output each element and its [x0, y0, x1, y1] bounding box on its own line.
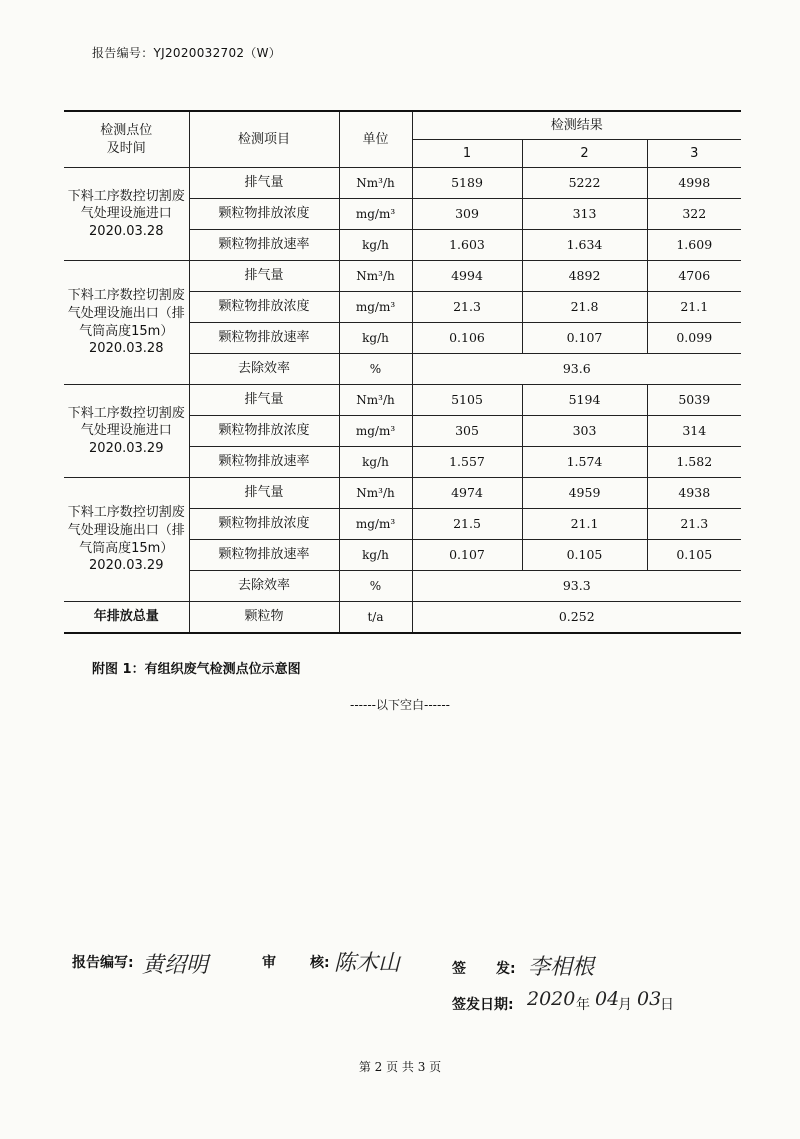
header-item: 检测项目	[189, 111, 339, 168]
annual-value: 0.252	[412, 602, 741, 634]
value-cell: 314	[647, 416, 741, 447]
item-cell: 排气量	[189, 385, 339, 416]
value-cell: 21.3	[412, 292, 522, 323]
review-label-a: 审	[262, 955, 276, 971]
unit-cell: mg/m³	[339, 416, 412, 447]
unit-cell: Nm³/h	[339, 478, 412, 509]
unit-cell: mg/m³	[339, 199, 412, 230]
date-month-unit: 月	[618, 997, 632, 1013]
unit-cell: %	[339, 571, 412, 602]
unit-cell: kg/h	[339, 323, 412, 354]
date-year-unit: 年	[576, 997, 590, 1013]
value-cell: 5189	[412, 168, 522, 199]
unit-cell: t/a	[339, 602, 412, 634]
header-result: 检测结果	[412, 111, 741, 140]
table-row	[64, 385, 741, 416]
results-table	[64, 110, 741, 634]
unit-cell: kg/h	[339, 230, 412, 261]
table-row	[64, 168, 741, 199]
header-run-3: 3	[647, 140, 741, 168]
value-cell: 5105	[412, 385, 522, 416]
unit-cell: kg/h	[339, 447, 412, 478]
unit-cell: kg/h	[339, 540, 412, 571]
value-cell: 0.107	[522, 323, 647, 354]
value-cell: 0.106	[412, 323, 522, 354]
value-cell: 21.5	[412, 509, 522, 540]
value-cell: 0.105	[522, 540, 647, 571]
item-cell: 排气量	[189, 261, 339, 292]
issue-label-a: 签	[452, 961, 466, 977]
unit-cell: mg/m³	[339, 509, 412, 540]
value-cell: 0.105	[647, 540, 741, 571]
value-cell: 4959	[522, 478, 647, 509]
value-cell: 1.609	[647, 230, 741, 261]
unit-cell: %	[339, 354, 412, 385]
unit-cell: mg/m³	[339, 292, 412, 323]
value-cell: 5222	[522, 168, 647, 199]
value-cell: 4998	[647, 168, 741, 199]
value-cell: 0.099	[647, 323, 741, 354]
table-row	[64, 261, 741, 292]
location-cell: 下料工序数控切割废气处理设施进口 2020.03.29	[64, 385, 189, 478]
date-month: 04	[595, 988, 620, 1010]
unit-cell: Nm³/h	[339, 168, 412, 199]
item-cell: 颗粒物排放浓度	[189, 292, 339, 323]
value-cell: 5039	[647, 385, 741, 416]
value-cell: 309	[412, 199, 522, 230]
value-cell: 4938	[647, 478, 741, 509]
table-row	[64, 478, 741, 509]
date-day: 03	[637, 988, 662, 1010]
item-cell: 颗粒物排放速率	[189, 447, 339, 478]
item-cell: 排气量	[189, 168, 339, 199]
value-cell: 1.557	[412, 447, 522, 478]
value-cell: 4974	[412, 478, 522, 509]
page-footer: 第 2 页 共 3 页	[358, 1060, 442, 1074]
item-cell: 去除效率	[189, 354, 339, 385]
writer-signature: 黄绍明	[142, 953, 209, 978]
unit-cell: Nm³/h	[339, 261, 412, 292]
value-cell: 4892	[522, 261, 647, 292]
item-cell: 颗粒物排放浓度	[189, 416, 339, 447]
value-cell: 1.582	[647, 447, 741, 478]
value-cell: 0.107	[412, 540, 522, 571]
date-day-unit: 日	[660, 997, 674, 1013]
item-cell: 颗粒物	[189, 602, 339, 634]
item-cell: 颗粒物排放浓度	[189, 199, 339, 230]
item-cell: 排气量	[189, 478, 339, 509]
value-cell: 4706	[647, 261, 741, 292]
item-cell: 颗粒物排放速率	[189, 230, 339, 261]
value-cell: 21.8	[522, 292, 647, 323]
header-unit: 单位	[339, 111, 412, 168]
value-cell: 313	[522, 199, 647, 230]
header-location: 检测点位 及时间	[64, 111, 189, 168]
location-cell: 下料工序数控切割废气处理设施出口（排气筒高度15m）2020.03.28	[64, 261, 189, 385]
table-row	[64, 602, 741, 634]
value-cell: 1.603	[412, 230, 522, 261]
efficiency-value: 93.6	[412, 354, 741, 385]
value-cell: 305	[412, 416, 522, 447]
annual-location-cell: 年排放总量	[64, 602, 189, 634]
annex-caption: 附图 1：有组织废气检测点位示意图	[92, 662, 301, 677]
value-cell: 4994	[412, 261, 522, 292]
value-cell: 322	[647, 199, 741, 230]
item-cell: 颗粒物排放速率	[189, 540, 339, 571]
unit-cell: Nm³/h	[339, 385, 412, 416]
item-cell: 颗粒物排放速率	[189, 323, 339, 354]
efficiency-value: 93.3	[412, 571, 741, 602]
value-cell: 21.3	[647, 509, 741, 540]
issue-label-b: 发:	[496, 961, 516, 977]
value-cell: 5194	[522, 385, 647, 416]
report-number: 报告编号：YJ2020032702（W）	[92, 46, 282, 60]
issue-date-label: 签发日期:	[452, 997, 514, 1013]
value-cell: 303	[522, 416, 647, 447]
blank-note: ------以下空白------	[350, 698, 450, 712]
value-cell: 21.1	[522, 509, 647, 540]
item-cell: 去除效率	[189, 571, 339, 602]
value-cell: 21.1	[647, 292, 741, 323]
issue-signature: 李相根	[528, 955, 595, 980]
location-cell: 下料工序数控切割废气处理设施进口 2020.03.28	[64, 168, 189, 261]
header-run-1: 1	[412, 140, 522, 168]
review-signature: 陈木山	[334, 951, 401, 976]
date-year: 2020	[527, 988, 576, 1010]
item-cell: 颗粒物排放浓度	[189, 509, 339, 540]
value-cell: 1.634	[522, 230, 647, 261]
value-cell: 1.574	[522, 447, 647, 478]
header-run-2: 2	[522, 140, 647, 168]
review-label-b: 核:	[310, 955, 330, 971]
writer-label: 报告编写:	[72, 955, 134, 971]
location-cell: 下料工序数控切割废气处理设施出口（排气筒高度15m）2020.03.29	[64, 478, 189, 602]
